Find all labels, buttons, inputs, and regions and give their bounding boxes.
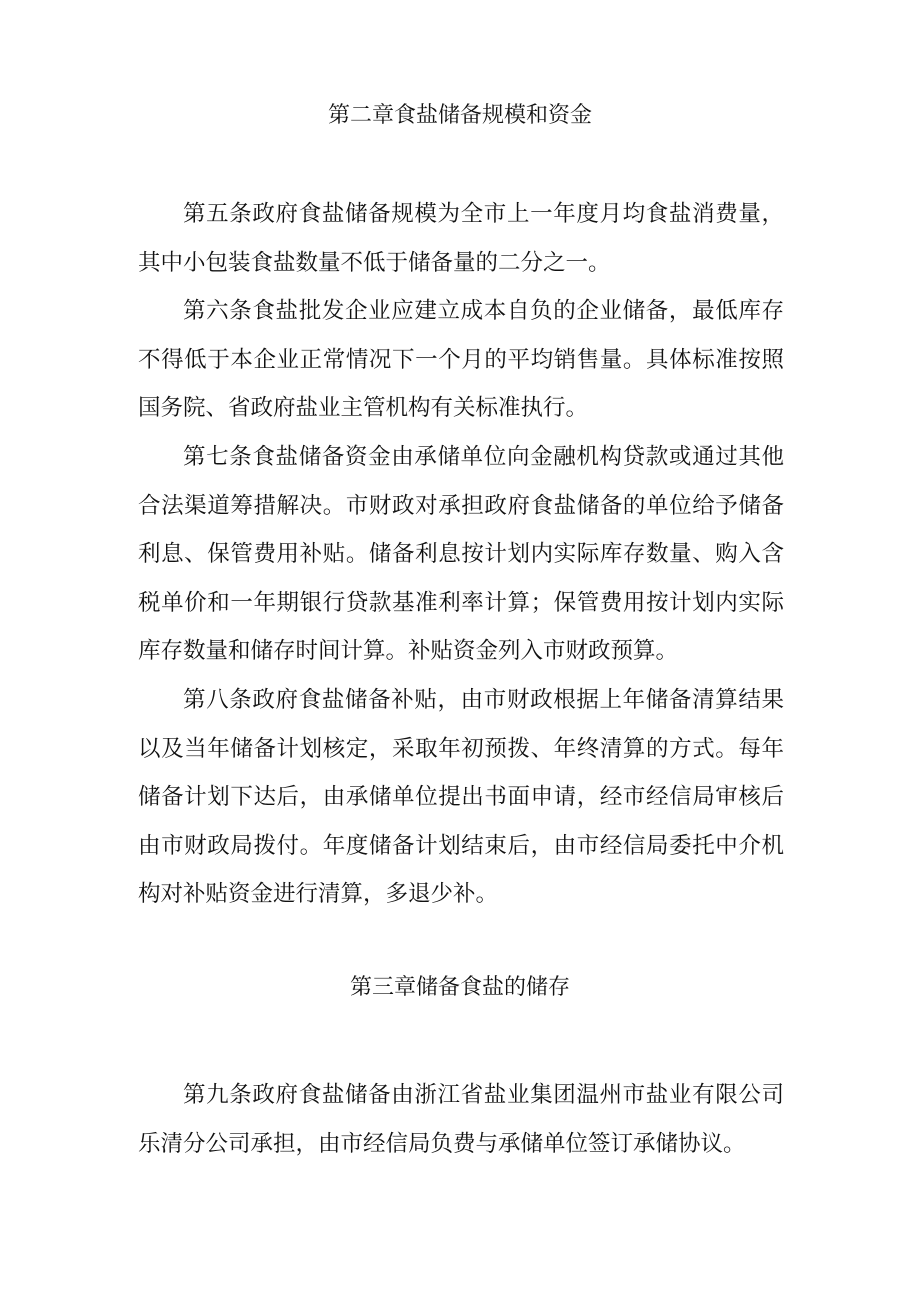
article-8-paragraph: 第八条政府食盐储备补贴，由市财政根据上年储备清算结果以及当年储备计划核定，采取年初预拨、年终清算的方式。每年储备计划下达后，由承储单位提出书面申请，经市经信局审核后由市财政局拨付。年度储备计划结束后，由市经信局委托中介机构对补贴资金进行清算，多退少补。 — [138, 686, 784, 908]
article-7-paragraph: 第七条食盐储备资金由承储单位向金融机构贷款或通过其他合法渠道筹措解决。市财政对承担政府食盐储备的单位给予储备利息、保管费用补贴。储备利息按计划内实际库存数量、购入含税单价和一年期银行贷款基准利率计算；保管费用按计划内实际库存数量和储存时间计算。补贴资金列入市财政预算。 — [138, 443, 784, 665]
article-5-paragraph: 第五条政府食盐储备规模为全市上一年度月均食盐消费量，其中小包装食盐数量不低于储备量的二分之一。 — [138, 201, 784, 276]
chapter-3-title: 第三章储备食盐的储存 — [349, 975, 570, 1000]
chapter-2-body — [138, 190, 784, 919]
chapter-2-title: 第二章食盐储备规模和资金 — [327, 103, 592, 128]
article-6-paragraph: 第六条食盐批发企业应建立成本自负的企业储备，最低库存不得低于本企业正常情况下一个月的平均销售量。具体标准按照国务院、省政府盐业主管机构有关标准执行。 — [138, 298, 784, 422]
chapter-3-body — [138, 1071, 784, 1168]
article-9-paragraph: 第九条政府食盐储备由浙江省盐业集团温州市盐业有限公司乐清分公司承担，由市经信局负费与承储单位签订承储协议。 — [138, 1082, 784, 1157]
